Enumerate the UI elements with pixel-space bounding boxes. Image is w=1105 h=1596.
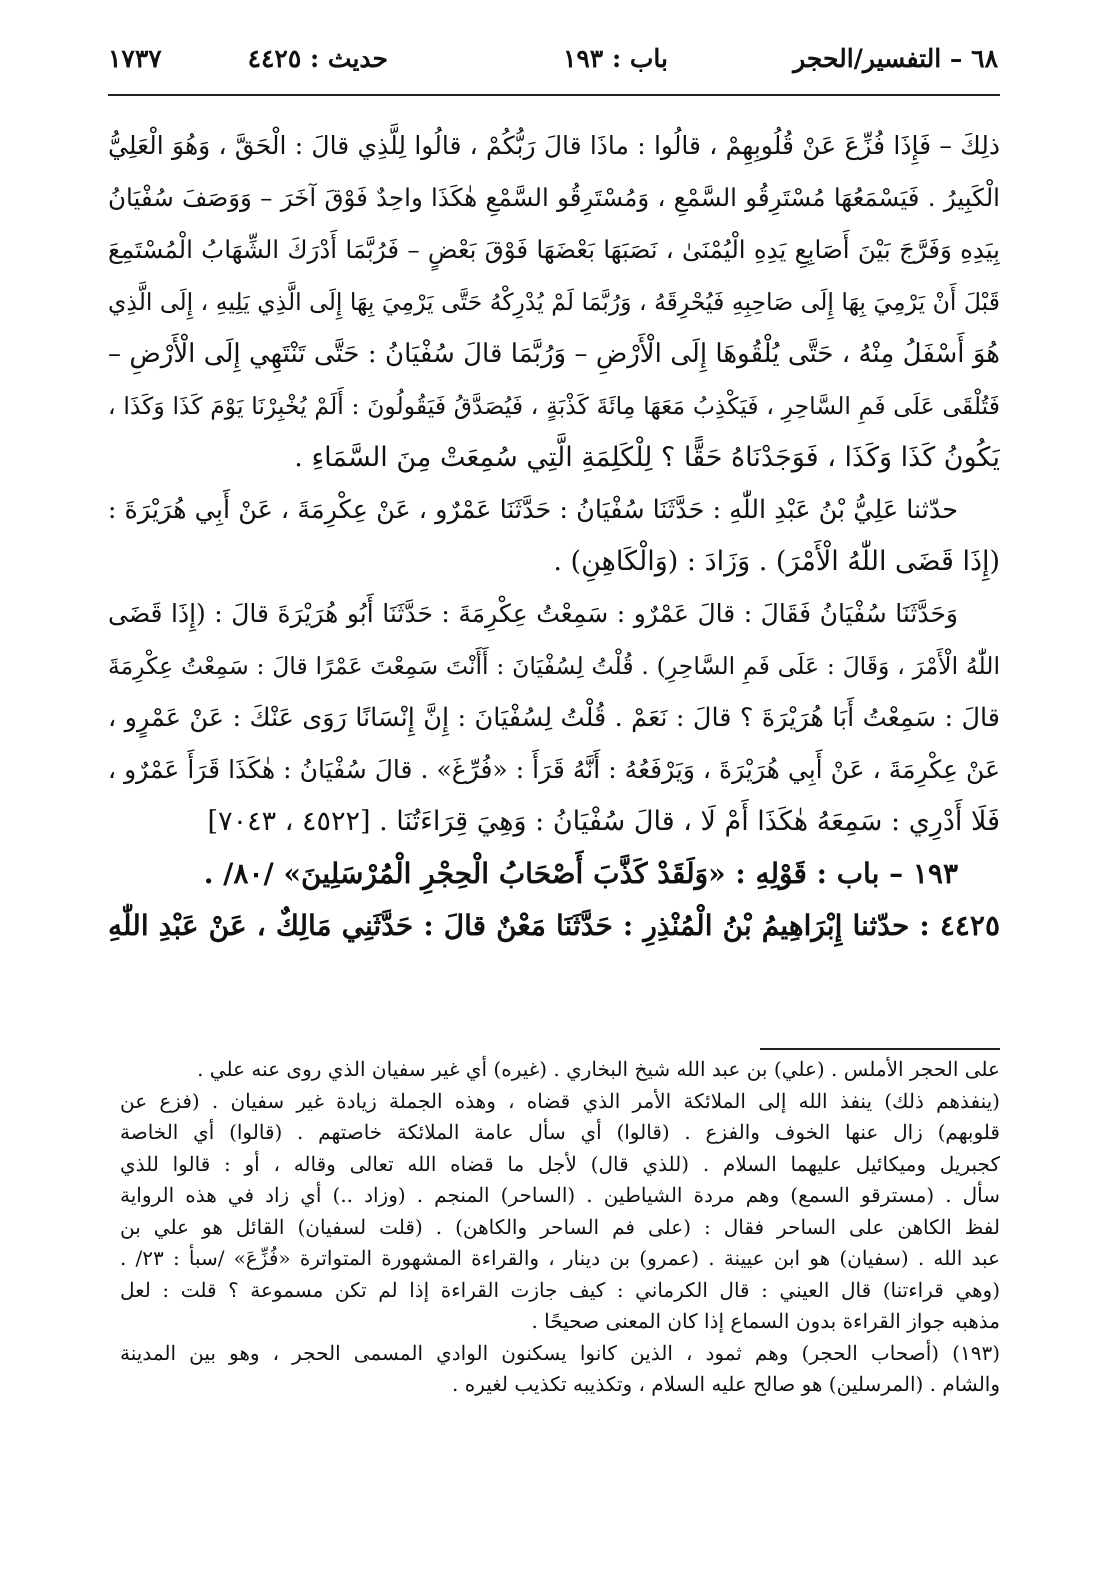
text-line: قَبْلَ أَنْ يَرْمِيَ بِهَا إِلَى صَاحِبِهِ فَيُحْرِقَهُ ، وَرُبَّمَا لَمْ يُدْرِكْهُ حَتَّى يَرْمِيَ بِهَا إِلَى الَّذِي يَلِيهِ ، إِلَى الَّذِي	[108, 288, 1000, 316]
header-divider	[108, 94, 1000, 96]
footnote-line: كجبريل وميكائيل عليهما السلام . (للذي قال) لأجل ما قضاه الله تعالى وقاله ، أو : قالوا للذي	[120, 1151, 1000, 1176]
header-section-title: ٦٨ – التفسير/الحجر	[793, 44, 998, 73]
text-line: وَحَدَّثَنَا سُفْيَانُ فَقَالَ : قالَ عَمْرٌو : سَمِعْتُ عِكْرِمَةَ : حَدَّثَنَا أَبُو هُرَيْرَةَ قالَ : (إِذَا قَضَى	[108, 599, 958, 628]
text-line: بِيَدِهِ وَفَرَّجَ بَيْنَ أَصَابِعِ يَدِهِ الْيُمْنَىٰ ، نَصَبَهَا بَعْضَهَا فَوْقَ بَعْضٍ – فَرُبَّمَا أَدْرَكَ الشِّهَابُ الْمُسْتَمِعَ	[108, 235, 1000, 264]
footnote-divider	[760, 1048, 1000, 1050]
text-line: قالَ : سَمِعْتُ أَبَا هُرَيْرَةَ ؟ قالَ : نَعَمْ . قُلْتُ لِسُفْيَانَ : إِنَّ إِنْسَانًا رَوَى عَنْكَ : عَنْ عَمْرٍو ،	[108, 703, 1000, 733]
footnote-line: على الحجر الأملس . (علي) بن عبد الله شيخ البخاري . (غيره) أي غير سفيان الذي روى عنه علي .	[197, 1057, 1000, 1081]
text-line: الْكَبِيرُ . فَيَسْمَعُهَا مُسْتَرِقُو السَّمْعِ ، وَمُسْتَرِقُو السَّمْعِ هٰكَذَا واحِدٌ فَوْقَ آخَرَ – وَوَصَفَ سُفْيَانُ	[108, 183, 1000, 212]
footnote-line: قلوبهم) زال عنها الخوف والفزع . (قالوا) أي سأل عامة الملائكة خاصتهم . (قالوا) أي الخاصة	[120, 1120, 1000, 1144]
header-chapter-number: باب : ١٩٣	[562, 44, 668, 73]
text-line: ذلِكَ – فَإِذَا فُزِّعَ عَنْ قُلُوبِهِمْ ، قالُوا : ماذَا قالَ رَبُّكُمْ ، قالُوا لِلَّذِي قالَ : الْحَقَّ ، وَهُوَ الْعَلِيُّ	[108, 131, 1000, 160]
footnote-line: عبد الله . (سفيان) هو ابن عيينة . (عمرو) بن دينار ، والقراءة المشهورة المتواترة «فُزِّعَ» /سبأ : ٢٣/ .	[120, 1246, 1000, 1270]
header-hadith-number: حديث : ٤٤٢٥	[247, 44, 388, 73]
text-line: اللّٰهُ الْأَمْرَ ، وَقَالَ : عَلَى فَمِ السَّاحِرِ) . قُلْتُ لِسُفْيَانَ : أَأَنْتَ سَمِعْتَ عَمْرًا قالَ : سَمِعْتُ عِكْرِمَةَ	[108, 652, 1000, 680]
text-line: هُوَ أَسْفَلُ مِنْهُ ، حَتَّى يُلْقُوهَا إِلَى الْأَرْضِ – وَرُبَّمَا قالَ سُفْيَانُ : حَتَّى تَنْتَهِي إِلَى الْأَرْضِ –	[108, 339, 1000, 369]
footnote-line: (وهي قراءتنا) قال العيني : قال الكرماني : كيف جازت القراءة إذا لم تكن مسموعة ؟ قلت : لعل	[120, 1277, 1000, 1302]
footnote-line: لفظ الكاهن على الساحر فقال : (على فم الساحر والكاهن) . (قلت لسفيان) القائل هو علي بن	[120, 1214, 1000, 1239]
page-number: ١٧٣٧	[108, 44, 162, 73]
chapter-heading: ١٩٣ – باب : قَوْلِهِ : «وَلَقَدْ كَذَّبَ أَصْحَابُ الْحِجْرِ الْمُرْسَلِينَ» /٨٠/ .	[203, 857, 958, 890]
footnote-line: (١٩٣) (أصحاب الحجر) وهم ثمود ، الذين كانوا يسكنون الوادي المسمى الحجر ، وهو بين المدينة	[120, 1340, 1000, 1365]
text-line: يَكُونُ كَذَا وَكَذَا ، فَوَجَدْنَاهُ حَقًّا ؟ لِلْكَلِمَةِ الَّتِي سُمِعَتْ مِنَ السَّمَاءِ .	[294, 442, 1000, 473]
footnote-line: والشام . (المرسلين) هو صالح عليه السلام ، وتكذيبه تكذيب لغيره .	[452, 1372, 1000, 1396]
footnote-line: (ينفذهم ذلك) ينفذ الله إلى الملائكة الأمر الذي قضاه ، وهذه الجملة زيادة غير سفيان . (فزع عن	[120, 1088, 1000, 1113]
hadith-opening-line: ٤٤٢٥ : حدّثنا إِبْرَاهِيمُ بْنُ الْمُنْذِرِ : حَدَّثَنَا مَعْنٌ قالَ : حَدَّثَنِي مَالِكٌ ، عَنْ عَبْدِ اللّٰهِ	[108, 909, 1000, 942]
footnotes	[120, 1054, 1000, 1401]
running-header	[108, 34, 998, 90]
text-line: فَتُلْقَى عَلَى فَمِ السَّاحِرِ ، فَيَكْذِبُ مَعَهَا مِائَةَ كَذْبَةٍ ، فَيُصَدَّقُ فَيَقُولُونَ : أَلَمْ يُخْبِرْنَا يَوْمَ كَذَا وَكَذَا ،	[108, 392, 1000, 420]
text-line: فَلَا أَدْرِي : سَمِعَهُ هٰكَذَا أَمْ لَا ، قالَ سُفْيَانُ : وَهِيَ قِرَاءَتُنَا . [٤٥٢٢ ، ٧٠٤٣]	[207, 806, 1000, 837]
text-line: (إِذَا قَضَى اللّٰهُ الْأَمْرَ) . وَزَادَ : (وَالْكَاهِنِ) .	[553, 546, 1000, 577]
footnote-line: سأل . (مسترقو السمع) وهم مردة الشياطين . (الساحر) المنجم . (وزاد ..) أي زاد في هذه الرواية	[120, 1183, 1000, 1207]
text-line: عَنْ عِكْرِمَةَ ، عَنْ أَبِي هُرَيْرَةَ ، وَيَرْفَعُهُ : أَنَّهُ قَرَأَ : «فُرِّغَ» . قالَ سُفْيَانُ : هٰكَذَا قَرَأَ عَمْرٌو ،	[108, 755, 1000, 784]
main-text	[108, 120, 1000, 952]
text-line: حدّثنا عَلِيُّ بْنُ عَبْدِ اللّٰهِ : حَدَّثَنَا سُفْيَانُ : حَدَّثَنَا عَمْرٌو ، عَنْ عِكْرِمَةَ ، عَنْ أَبِي هُرَيْرَةَ :	[108, 495, 958, 525]
footnote-line: مذهبه جواز القراءة بدون السماع إذا كان المعنى صحيحًا .	[531, 1309, 1000, 1333]
